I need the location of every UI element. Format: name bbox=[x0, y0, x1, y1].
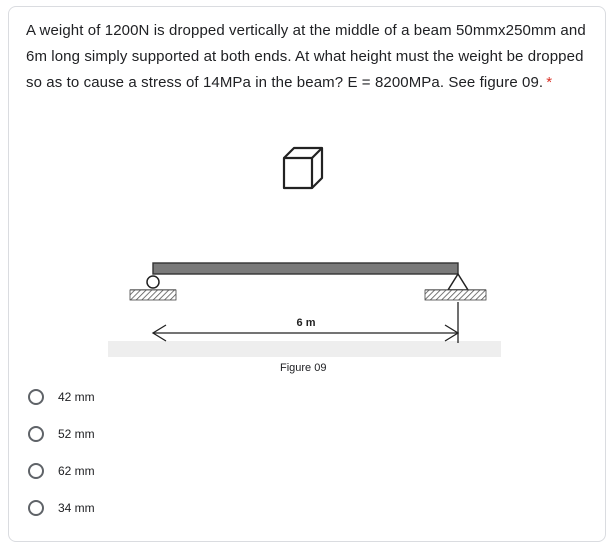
option-42mm[interactable] bbox=[28, 386, 95, 408]
option-62mm[interactable] bbox=[28, 460, 95, 482]
roller-support-left bbox=[130, 276, 176, 300]
radio-button[interactable] bbox=[28, 426, 44, 442]
radio-button[interactable] bbox=[28, 463, 44, 479]
option-52mm[interactable] bbox=[28, 423, 95, 445]
option-label: 34 mm bbox=[58, 501, 95, 515]
figure-caption: Figure 09 bbox=[280, 362, 327, 374]
option-label: 62 mm bbox=[58, 464, 95, 478]
span-dimension-label: 6 m bbox=[296, 317, 316, 329]
weight-cube-icon bbox=[284, 148, 322, 188]
option-34mm[interactable] bbox=[28, 497, 95, 519]
radio-button[interactable] bbox=[28, 389, 44, 405]
beam-figure bbox=[0, 140, 611, 380]
pin-support-right bbox=[425, 274, 486, 300]
ground-strip bbox=[108, 341, 501, 357]
option-label: 52 mm bbox=[58, 427, 95, 441]
question-text: A weight of 1200N is dropped vertically at the middle of a beam 50mmx250mm and 6m long simply supported at both ends. At what height must the weight be dropped so as to cause a stress of 14MPa in the beam? E = 8200MPa. See figure 09. bbox=[26, 22, 586, 91]
radio-button[interactable] bbox=[28, 500, 44, 516]
beam bbox=[153, 263, 458, 274]
question-text-block bbox=[26, 18, 586, 96]
option-label: 42 mm bbox=[58, 390, 95, 404]
required-marker: * bbox=[546, 74, 553, 91]
